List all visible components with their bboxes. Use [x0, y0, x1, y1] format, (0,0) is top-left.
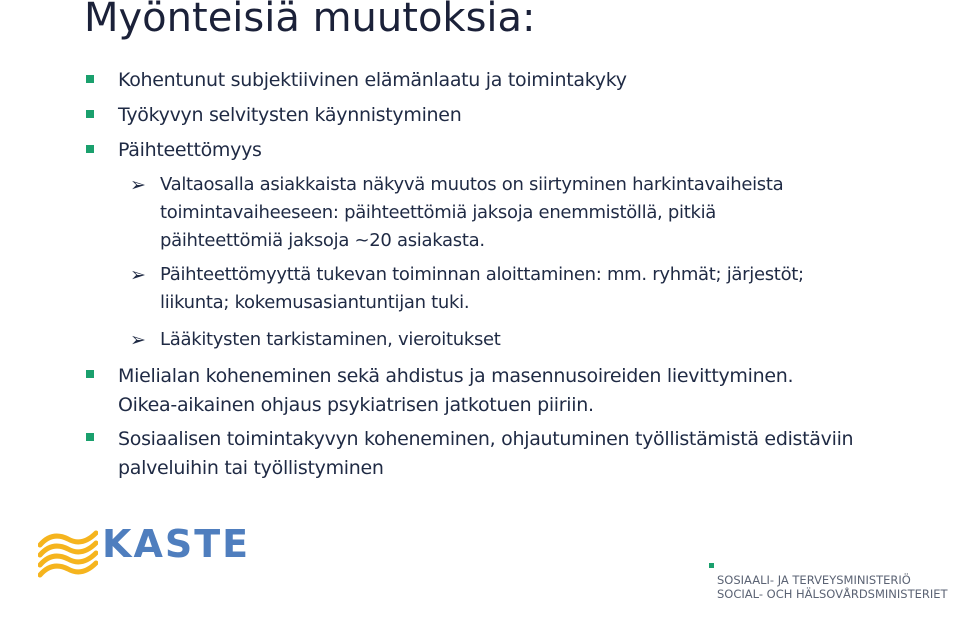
bullet-item: Kohentunut subjektiivinen elämänlaatu ja toimintakyky — [118, 69, 627, 91]
sub-bullet-item: Lääkitysten tarkistaminen, vieroitukset — [160, 329, 501, 350]
sub-bullet-continuation: toimintavaiheeseen: päihteettömiä jaksoja enemmistöllä, pitkiä — [160, 202, 717, 223]
bullet-continuation: Oikea-aikainen ohjaus psykiatrisen jatkotuen piiriin. — [118, 394, 594, 416]
bullet-marker — [86, 370, 94, 378]
sub-bullet-continuation: päihteettömiä jaksoja ~20 asiakasta. — [160, 230, 485, 251]
ministry-dot-icon — [709, 563, 714, 568]
arrow-bullet-icon: ➢ — [130, 174, 146, 196]
kaste-wave-icon — [38, 527, 98, 583]
arrow-bullet-icon: ➢ — [130, 264, 146, 286]
bullet-marker — [86, 75, 94, 83]
bullet-item: Mielialan koheneminen sekä ahdistus ja masennusoireiden lievittyminen. — [118, 365, 794, 387]
ministry-name-fi: SOSIAALI- JA TERVEYSMINISTERIÖ — [717, 573, 911, 587]
bullet-marker — [86, 110, 94, 118]
sub-bullet-item: Päihteettömyyttä tukevan toiminnan aloittaminen: mm. ryhmät; järjestöt; — [160, 264, 804, 285]
sub-bullet-continuation: liikunta; kokemusasiantuntijan tuki. — [160, 292, 470, 313]
sub-bullet-item: Valtaosalla asiakkaista näkyvä muutos on siirtyminen harkintavaiheista — [160, 174, 784, 195]
bullet-marker — [86, 145, 94, 153]
bullet-item: Sosiaalisen toimintakyvyn koheneminen, ohjautuminen työllistämistä edistäviin — [118, 428, 854, 450]
bullet-continuation: palveluihin tai työllistyminen — [118, 457, 384, 479]
ministry-name-sv: SOCIAL- OCH HÄLSOVÅRDSMINISTERIET — [717, 587, 948, 601]
slide-title: Myönteisiä muutoksia: — [84, 0, 536, 41]
bullet-item: Työkyvyn selvitysten käynnistyminen — [118, 104, 462, 126]
arrow-bullet-icon: ➢ — [130, 329, 146, 351]
bullet-marker — [86, 433, 94, 441]
bullet-item: Päihteettömyys — [118, 139, 262, 161]
kaste-logo-text: KASTE — [102, 522, 251, 566]
